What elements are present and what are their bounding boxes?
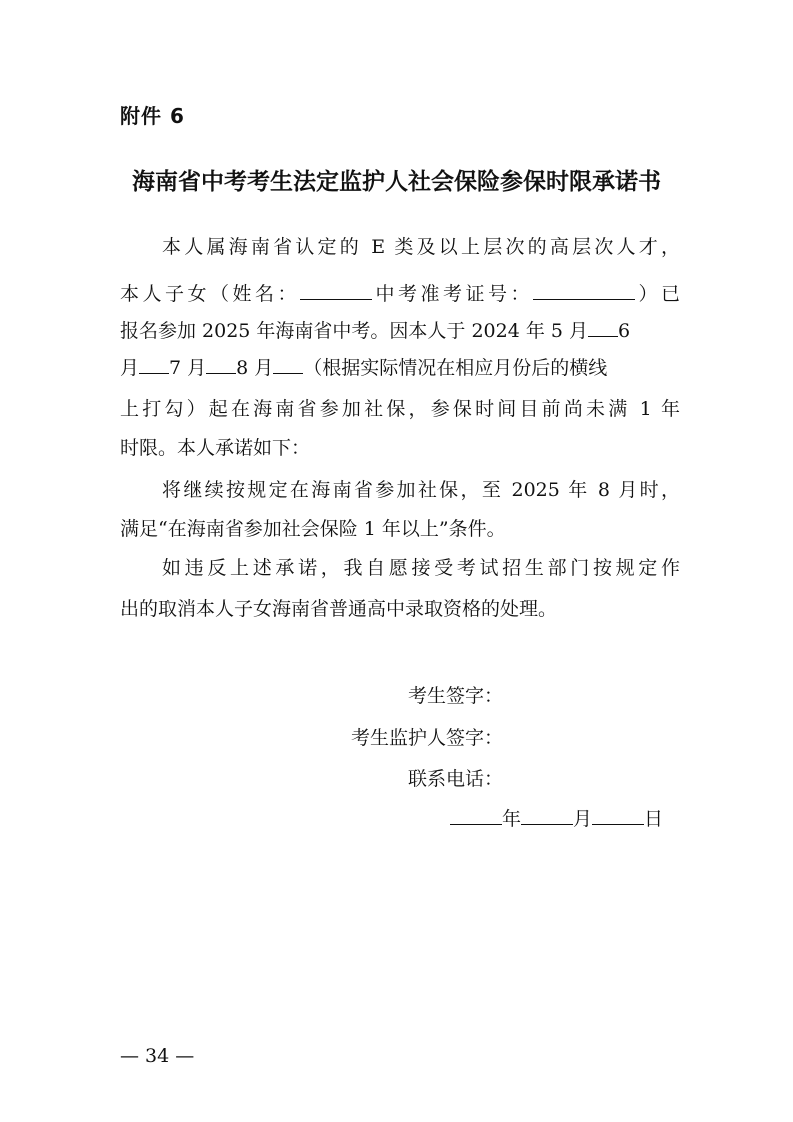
child-name-label: 本人子女（姓名：: [120, 283, 300, 305]
paragraph-1-line-6: 时限。本人承诺如下：: [120, 437, 311, 459]
paragraph-1-line-4: [120, 355, 680, 380]
guardian-signature-label: 考生监护人签字：: [350, 727, 503, 749]
paren-close-text: ）已: [634, 283, 680, 305]
paragraph-1-line-3: [120, 318, 680, 343]
year-blank: [450, 806, 502, 825]
exam-ticket-blank: [533, 281, 635, 300]
contact-phone-label: 联系电话：: [407, 768, 503, 790]
month-8-blank: [273, 355, 303, 374]
instruction-text: （根据实际情况在相应月份后的横线: [303, 357, 608, 379]
month-6-blank: [139, 355, 169, 374]
month-8-label: 8 月: [236, 357, 274, 379]
registration-text: 报名参加 2025 年海南省中考。因本人于 2024 年 5 月: [120, 320, 589, 342]
month-7-blank: [206, 355, 236, 374]
month-label: 月: [573, 808, 593, 830]
month-6-suffix: 月: [120, 357, 140, 379]
month-5-blank: [588, 318, 618, 337]
month-blank: [521, 806, 573, 825]
paragraph-3-line-2: 出的取消本人子女海南省普通高中录取资格的处理。: [120, 598, 558, 620]
month-6-number: 6: [618, 320, 631, 342]
day-label: 日: [644, 808, 664, 830]
document-title: 海南省中考考生法定监护人社会保险参保时限承诺书: [132, 169, 661, 195]
paragraph-1-line-5: 上打勾）起在海南省参加社保，参保时间目前尚未满 1 年: [120, 398, 680, 420]
day-blank: [592, 806, 644, 825]
paragraph-2-line-1: 将继续按规定在海南省参加社保，至 2025 年 8 月时，: [162, 479, 680, 501]
date-row: [450, 806, 663, 831]
child-name-blank: [300, 281, 372, 300]
page-number: — 34 —: [120, 1045, 195, 1067]
paragraph-1-line-2: [120, 281, 680, 306]
attachment-label: 附件 6: [120, 104, 185, 128]
year-label: 年: [502, 808, 522, 830]
student-signature-label: 考生签字：: [407, 685, 503, 707]
paragraph-1-line-1: 本人属海南省认定的 E 类及以上层次的高层次人才，: [162, 236, 680, 258]
paragraph-2-line-2: 满足“在海南省参加社会保险 1 年以上”条件。: [120, 518, 506, 540]
exam-ticket-label: 中考准考证号：: [371, 283, 533, 305]
month-7-label: 7 月: [169, 357, 207, 379]
paragraph-3-line-1: 如违反上述承诺，我自愿接受考试招生部门按规定作: [162, 557, 680, 579]
